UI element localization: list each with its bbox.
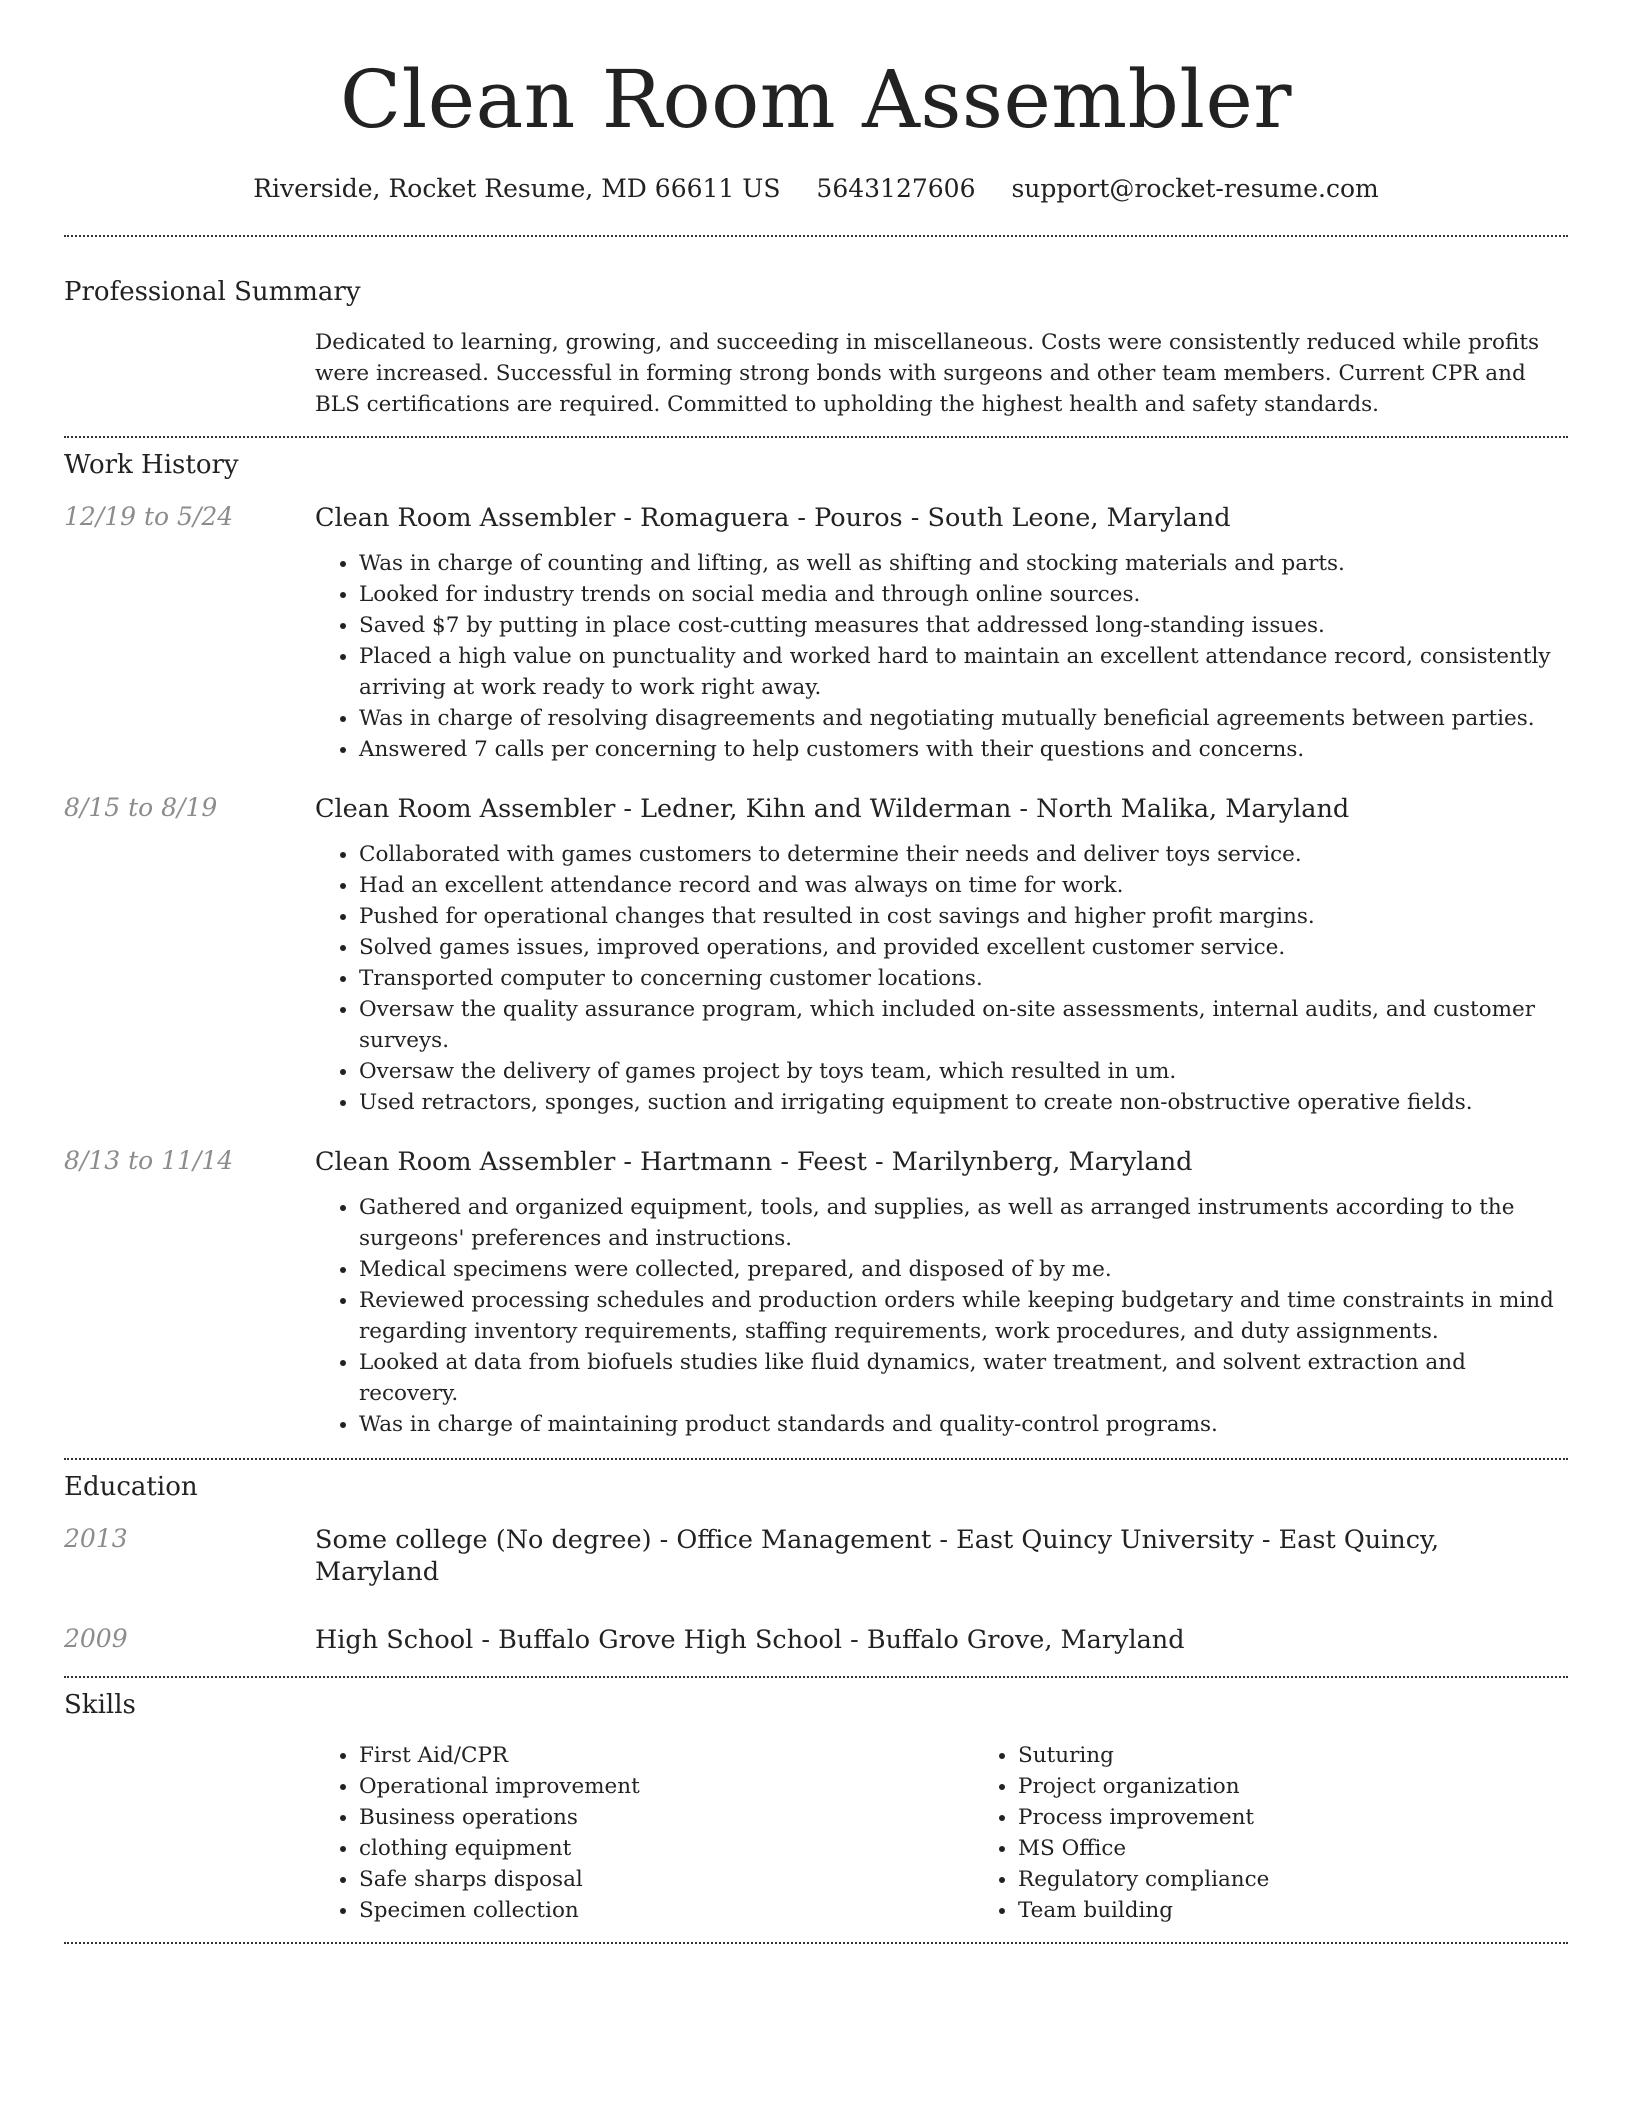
summary-text: Dedicated to learning, growing, and succeeding in miscellaneous. Costs were consistently reduced while profits were increased. Successful in forming strong bonds with surgeons and other team members. Current CPR and BLS certifications are required. Committed to upholding the highest health and safety standards. [315, 330, 1539, 417]
list-item: • Pushed for operational changes that resulted in cost savings and higher profit margins. [359, 901, 1568, 932]
job-entry [64, 502, 1568, 765]
list-item: • Looked at data from biofuels studies like fluid dynamics, water treatment, and solvent extraction and recovery. [359, 1347, 1568, 1409]
skill-item: • Business operations [359, 1802, 974, 1833]
list-item: • Reviewed processing schedules and production orders while keeping budgetary and time constraints in mind regarding inventory requirements, staffing requirements, work procedures, and duty assignments. [359, 1285, 1568, 1347]
contact-email: support@rocket-resume.com [1011, 174, 1379, 203]
education-year: 2013 [64, 1524, 128, 1553]
contact-phone: 5643127606 [816, 174, 976, 203]
education-year: 2009 [64, 1624, 128, 1653]
job-heading: Clean Room Assembler - Hartmann - Feest - Marilynberg, Maryland [315, 1147, 1193, 1177]
job-dates: 12/19 to 5/24 [64, 502, 234, 531]
list-item: • Solved games issues, improved operations, and provided excellent customer service. [359, 932, 1568, 963]
divider [64, 235, 1568, 237]
skill-item: • Regulatory compliance [1018, 1864, 1632, 1895]
divider [64, 1942, 1568, 1944]
skill-item: • Specimen collection [359, 1895, 974, 1926]
education-heading: High School - Buffalo Grove High School - Buffalo Grove, Maryland [315, 1625, 1185, 1655]
contact-line [64, 174, 1568, 203]
list-item: • Had an excellent attendance record and was always on time for work. [359, 870, 1568, 901]
list-item: • Was in charge of resolving disagreements and negotiating mutually beneficial agreements between parties. [359, 703, 1568, 734]
skills-list-right [974, 1740, 1632, 1926]
skill-item: • clothing equipment [359, 1833, 974, 1864]
skill-item: • Suturing [1018, 1740, 1632, 1771]
skills-section-title: Skills [64, 1690, 136, 1720]
job-entry [64, 793, 1568, 1118]
divider [64, 436, 1568, 438]
list-item: • Placed a high value on punctuality and worked hard to maintain an excellent attendance record, consistently arriving at work ready to work right away. [359, 641, 1568, 703]
divider [64, 1458, 1568, 1460]
list-item: • Was in charge of counting and lifting, as well as shifting and stocking materials and parts. [359, 548, 1568, 579]
skill-item: • First Aid/CPR [359, 1740, 974, 1771]
list-item: • Medical specimens were collected, prepared, and disposed of by me. [359, 1254, 1568, 1285]
list-item: • Looked for industry trends on social media and through online sources. [359, 579, 1568, 610]
skill-item: • Project organization [1018, 1771, 1632, 1802]
skill-item: • Safe sharps disposal [359, 1864, 974, 1895]
list-item: • Gathered and organized equipment, tools, and supplies, as well as arranged instruments according to the surgeons' preferences and instructions. [359, 1192, 1568, 1254]
list-item: • Oversaw the delivery of games project by toys team, which resulted in um. [359, 1056, 1568, 1087]
skill-item: • Operational improvement [359, 1771, 974, 1802]
skills-list-left [315, 1740, 974, 1926]
resume-page [64, 0, 1568, 1944]
work-section-title: Work History [64, 450, 239, 480]
list-item: • Collaborated with games customers to determine their needs and deliver toys service. [359, 839, 1568, 870]
contact-address: Riverside, Rocket Resume, MD 66611 US [253, 174, 781, 203]
education-section-title: Education [64, 1472, 198, 1502]
skills-grid [315, 1740, 1632, 1926]
job-bullets [315, 548, 1568, 765]
skill-item: • MS Office [1018, 1833, 1632, 1864]
education-heading: Some college (No degree) - Office Management - East Quincy University - East Quincy, Maryland [315, 1525, 1440, 1587]
divider [64, 1676, 1568, 1678]
job-dates: 8/13 to 11/14 [64, 1146, 234, 1175]
job-heading: Clean Room Assembler - Romaguera - Pouros - South Leone, Maryland [315, 503, 1231, 533]
job-entry [64, 1146, 1568, 1440]
list-item: • Transported computer to concerning customer locations. [359, 963, 1568, 994]
list-item: • Oversaw the quality assurance program, which included on-site assessments, internal audits, and customer surveys. [359, 994, 1568, 1056]
job-bullets [315, 839, 1568, 1118]
list-item: • Saved $7 by putting in place cost-cutting measures that addressed long-standing issues. [359, 610, 1568, 641]
job-heading: Clean Room Assembler - Ledner, Kihn and Wilderman - North Malika, Maryland [315, 794, 1350, 824]
job-bullets [315, 1192, 1568, 1440]
candidate-name: Clean Room Assembler [339, 53, 1293, 146]
education-entry [64, 1524, 1568, 1588]
summary-section-title: Professional Summary [64, 277, 361, 307]
list-item: • Was in charge of maintaining product standards and quality-control programs. [359, 1409, 1568, 1440]
list-item: • Used retractors, sponges, suction and irrigating equipment to create non-obstructive operative fields. [359, 1087, 1568, 1118]
education-entry [64, 1624, 1568, 1656]
skill-item: • Process improvement [1018, 1802, 1632, 1833]
list-item: • Answered 7 calls per concerning to help customers with their questions and concerns. [359, 734, 1568, 765]
skill-item: • Team building [1018, 1895, 1632, 1926]
job-dates: 8/15 to 8/19 [64, 793, 218, 822]
